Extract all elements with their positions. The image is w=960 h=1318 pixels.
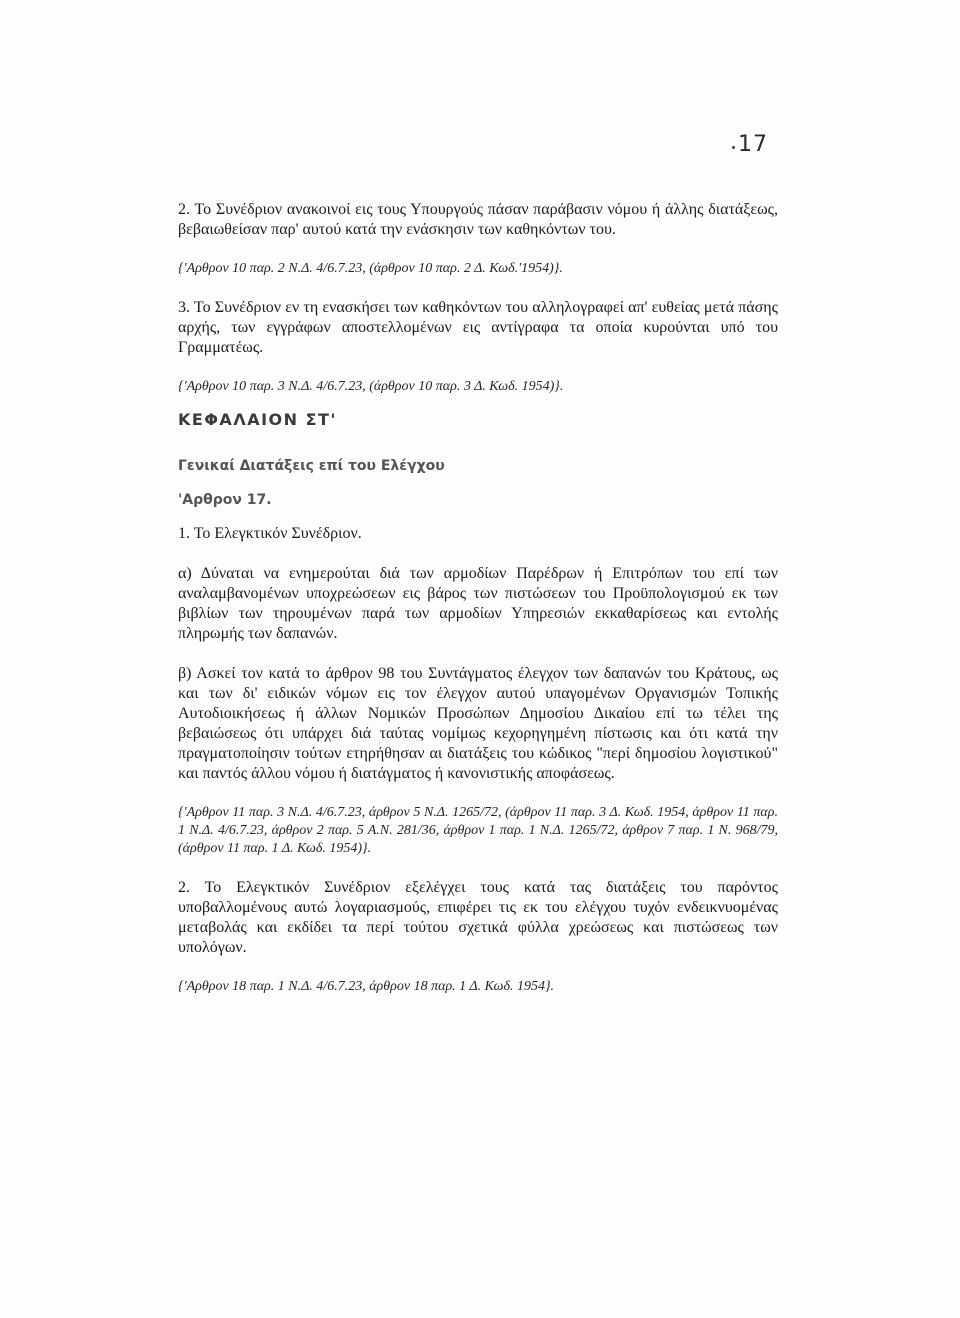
page-number-dot: [732, 146, 735, 149]
reference-article-17-paragraph-2: {'Αρθρον 18 παρ. 1 Ν.Δ. 4/6.7.23, άρθρον 18 παρ. 1 Δ. Κωδ. 1954}.: [178, 979, 555, 994]
article-17-item-a: α) Δύναται να ενημερούται διά των αρμοδίων Παρέδρων ή Επιτρόπων του επί των αναλαμβανομένων υποχρεώσεων εις βάρος των πιστώσεων του Προϋπολογισμού εκ των βιβλίων των τηρουμένων παρά των αρμοδίων Υπηρεσιών εκκαθαρίσεως και εντολής πληρωμής των δαπανών.: [178, 565, 778, 642]
paragraph-3: 3. Το Συνέδριον εν τη ενασκήσει των καθηκόντων του αλληλογραφεί απ' ευθείας μετά πάσης αρχής, των εγγράφων αποστελλομένων εις αντίγραφα τα οποία κυρούνται υπό του Γραμματέως.: [178, 299, 778, 356]
page-number: 17: [738, 132, 768, 157]
article-heading: 'Αρθρον 17.: [178, 492, 272, 508]
reference-paragraph-3: {'Αρθρον 10 παρ. 3 Ν.Δ. 4/6.7.23, (άρθρον 10 παρ. 3 Δ. Κωδ. 1954)}.: [178, 379, 564, 394]
reference-article-17-paragraph-1: {'Αρθρον 11 παρ. 3 Ν.Δ. 4/6.7.23, άρθρον 5 Ν.Δ. 1265/72, (άρθρον 11 παρ. 3 Δ. Κωδ. 1954, άρθρον 11 παρ. 1 Ν.Δ. 4/6.7.23, άρθρον 2 παρ. 5 Α.Ν. 281/36, άρθρον 1 παρ. 1 Ν.Δ. 1265/72, άρθρον 7 παρ. 1 Ν. 968/79, (άρθρον 11 παρ. 1 Δ. Κωδ. 1954)}.: [178, 805, 778, 856]
article-17-paragraph-2: 2. Το Ελεγκτικόν Συνέδριον εξελέγχει τους κατά τας διατάξεις του παρόντος υποβαλλομένους αυτώ λογαριασμούς, επιφέρει τις εκ του ελέγχου τυχόν ενδεικνυομένας μεταβολάς και εκδίδει τα περί τούτου σχετικά φύλλα χρεώσεως και πιστώσεως των υπολόγων.: [178, 879, 778, 956]
article-17-item-b: β) Ασκεί τον κατά το άρθρον 98 του Συντάγματος έλεγχον των δαπανών του Κράτους, ως και των δι' ειδικών νόμων εις τον έλεγχον αυτού υπαγομένων Οργανισμών Τοπικής Αυτοδιοικήσεως ή άλλων Νομικών Προσώπων Δημοσίου Δικαίου επί τω τέλει της βεβαιώσεως ότι υπάρχει διά ταύτας νομίμως κεχορηγημένη πίστωσις και ότι κατά την πραγματοποίησιν τούτων ετηρήθησαν αι διατάξεις του κώδικος "περί δημοσίου λογιστικού" και παντός άλλου νόμου ή διατάγματος ή κανονιστικής αποφάσεως.: [178, 665, 778, 782]
document-body: [178, 200, 778, 996]
article-17-paragraph-1: 1. Το Ελεγκτικόν Συνέδριον.: [178, 525, 362, 542]
chapter-subtitle: Γενικαί Διατάξεις επί του Ελέγχου: [178, 458, 445, 474]
paragraph-2: 2. Το Συνέδριον ανακοινοί εις τους Υπουργούς πάσαν παράβασιν νόμου ή άλλης διατάξεως, βεβαιωθείσαν παρ' αυτού κατά την ενάσκησιν των καθηκόντων του.: [178, 201, 778, 238]
reference-paragraph-2: {'Αρθρον 10 παρ. 2 Ν.Δ. 4/6.7.23, (άρθρον 10 παρ. 2 Δ. Κωδ.'1954)}.: [178, 261, 563, 276]
chapter-heading: ΚΕΦΑΛΑΙΟΝ ΣΤ': [178, 410, 337, 429]
